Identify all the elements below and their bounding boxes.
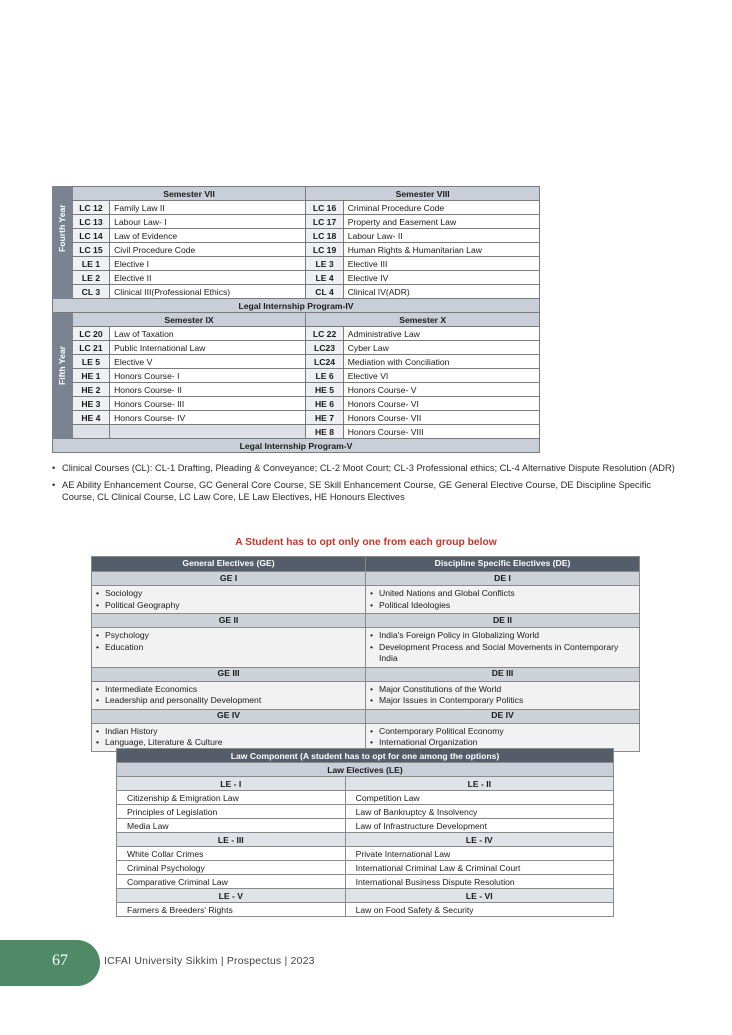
law-option: Law of Infrastructure Development	[345, 819, 613, 833]
course-name: Civil Procedure Code	[110, 243, 306, 257]
course-row	[53, 285, 540, 299]
de-group-label: DE II	[366, 614, 640, 628]
course-code: LC 12	[72, 201, 109, 215]
year-label-cell	[53, 313, 73, 439]
course-code: HE 3	[72, 397, 109, 411]
law-option: Competition Law	[345, 791, 613, 805]
electives-title: A Student has to opt only one from each group below	[235, 537, 497, 548]
course-code: HE 2	[72, 383, 109, 397]
law-option-row	[117, 875, 614, 889]
course-code: LC 19	[306, 243, 343, 257]
footer-tab	[0, 940, 100, 986]
year-label: Fourth Year	[57, 203, 67, 252]
option-item: • International Organization	[370, 737, 635, 749]
semester-title: Semester X	[306, 313, 540, 327]
course-code: HE 8	[306, 425, 343, 439]
course-row	[53, 425, 540, 439]
law-group-row	[117, 889, 614, 903]
course-code: LC 17	[306, 215, 343, 229]
course-code: LE 5	[72, 355, 109, 369]
option-item: • Education	[96, 642, 361, 654]
option-item: • United Nations and Global Conflicts	[370, 588, 635, 600]
law-option: Law on Food Safety & Security	[345, 903, 613, 917]
option-item: • Leadership and personality Development	[96, 695, 361, 707]
course-name: Family Law II	[110, 201, 306, 215]
elective-group-row	[92, 572, 640, 586]
law-group-label: LE - I	[117, 777, 346, 791]
course-code: LE 1	[72, 257, 109, 271]
course-code: LC 16	[306, 201, 343, 215]
year-label-cell	[53, 187, 73, 299]
law-option: Farmers & Breeders' Rights	[117, 903, 346, 917]
ge-group-label: GE III	[92, 667, 366, 681]
course-name: Law of Taxation	[110, 327, 306, 341]
course-code: HE 5	[306, 383, 343, 397]
course-code	[72, 425, 109, 439]
course-name: Human Rights & Humanitarian Law	[343, 243, 539, 257]
page-number: 67	[52, 952, 68, 969]
option-item: • India's Foreign Policy in Globalizing World	[370, 630, 635, 642]
course-name: Public International Law	[110, 341, 306, 355]
law-option: Criminal Psychology	[117, 861, 346, 875]
option-list	[370, 726, 635, 749]
course-name: Honors Course- VI	[343, 397, 539, 411]
law-group-row	[117, 777, 614, 791]
course-row	[53, 355, 540, 369]
law-group-label: LE - II	[345, 777, 613, 791]
law-group-label: LE - IV	[345, 833, 613, 847]
semester-header-row	[53, 313, 540, 327]
semester-header-row	[53, 187, 540, 201]
law-option-row	[117, 903, 614, 917]
ge-options	[92, 681, 366, 709]
de-options	[366, 586, 640, 614]
course-name: Labour Law- I	[110, 215, 306, 229]
law-option-row	[117, 805, 614, 819]
option-item: • Development Process and Social Movements in Contemporary India	[370, 642, 635, 665]
course-name: Elective IV	[343, 271, 539, 285]
course-row	[53, 257, 540, 271]
law-option: Media Law	[117, 819, 346, 833]
elective-group-row	[92, 709, 640, 723]
electives-header-row	[92, 557, 640, 572]
elective-items-row	[92, 628, 640, 668]
elective-group-row	[92, 614, 640, 628]
course-name: Elective II	[110, 271, 306, 285]
course-name: Labour Law- II	[343, 229, 539, 243]
law-group-label: LE - VI	[345, 889, 613, 903]
course-row	[53, 341, 540, 355]
course-code: LC 18	[306, 229, 343, 243]
option-item: • Major Constitutions of the World	[370, 684, 635, 696]
law-option: Citizenship & Emigration Law	[117, 791, 346, 805]
ge-group-label: GE II	[92, 614, 366, 628]
law-option: Law of Bankruptcy & Insolvency	[345, 805, 613, 819]
ge-options	[92, 628, 366, 668]
course-name	[110, 425, 306, 439]
course-name: Elective V	[110, 355, 306, 369]
course-code: LE 3	[306, 257, 343, 271]
law-option: White Collar Crimes	[117, 847, 346, 861]
internship-row	[53, 439, 540, 453]
course-code: LE 2	[72, 271, 109, 285]
note-abbreviations: • AE Ability Enhancement Course, GC General Core Course, SE Skill Enhancement Course, GE General Elective Course, DE Discipline Specific Course, CL Clinical Course, LC Law Core, LE Law Electives, HE Honours Electives	[52, 479, 682, 504]
course-code: LE 4	[306, 271, 343, 285]
de-options	[366, 723, 640, 751]
law-group-label: LE - V	[117, 889, 346, 903]
course-row	[53, 271, 540, 285]
law-subtitle: Law Electives (LE)	[117, 763, 614, 777]
note-clinical: • Clinical Courses (CL): CL-1 Drafting, Pleading & Conveyance; CL-2 Moot Court; CL-3 Professional ethics; CL-4 Alternative Dispute Resolution (ADR)	[52, 462, 682, 475]
option-list	[96, 630, 361, 653]
course-name: Honors Course- V	[343, 383, 539, 397]
law-option-row	[117, 861, 614, 875]
course-row	[53, 201, 540, 215]
course-code: CL 3	[72, 285, 109, 299]
course-name: Elective I	[110, 257, 306, 271]
de-header: Discipline Specific Electives (DE)	[366, 557, 640, 572]
elective-group-row	[92, 667, 640, 681]
course-code: HE 1	[72, 369, 109, 383]
course-name: Property and Easement Law	[343, 215, 539, 229]
course-code: HE 6	[306, 397, 343, 411]
law-option-row	[117, 819, 614, 833]
law-group-label: LE - III	[117, 833, 346, 847]
de-group-label: DE III	[366, 667, 640, 681]
option-list	[96, 726, 361, 749]
course-code: LC24	[306, 355, 343, 369]
law-option-row	[117, 847, 614, 861]
law-electives-table	[116, 748, 614, 917]
course-code: LC 15	[72, 243, 109, 257]
course-row	[53, 397, 540, 411]
de-group-label: DE I	[366, 572, 640, 586]
course-row	[53, 369, 540, 383]
option-list	[370, 630, 635, 665]
option-item: • Major Issues in Contemporary Politics	[370, 695, 635, 707]
course-code: LE 6	[306, 369, 343, 383]
course-name: Administrative Law	[343, 327, 539, 341]
option-list	[96, 588, 361, 611]
law-group-row	[117, 833, 614, 847]
law-option: Comparative Criminal Law	[117, 875, 346, 889]
course-name: Elective VI	[343, 369, 539, 383]
semester-title: Semester VIII	[306, 187, 540, 201]
footer-text: ICFAI University Sikkim | Prospectus | 2023	[104, 955, 315, 967]
course-code: LC 13	[72, 215, 109, 229]
course-row	[53, 243, 540, 257]
option-item: • Indian History	[96, 726, 361, 738]
course-name: Honors Course- II	[110, 383, 306, 397]
course-name: Cyber Law	[343, 341, 539, 355]
elective-items-row	[92, 723, 640, 751]
course-code: HE 7	[306, 411, 343, 425]
course-notes	[52, 462, 682, 508]
course-code: HE 4	[72, 411, 109, 425]
option-item: • Contemporary Political Economy	[370, 726, 635, 738]
ge-group-label: GE I	[92, 572, 366, 586]
course-name: Honors Course- VII	[343, 411, 539, 425]
course-code: LC 14	[72, 229, 109, 243]
option-item: • Psychology	[96, 630, 361, 642]
course-code: LC23	[306, 341, 343, 355]
course-code: LC 21	[72, 341, 109, 355]
course-code: LC 22	[306, 327, 343, 341]
course-name: Honors Course- IV	[110, 411, 306, 425]
ge-options	[92, 723, 366, 751]
semester-title: Semester VII	[72, 187, 306, 201]
option-item: • Language, Literature & Culture	[96, 737, 361, 749]
law-option: International Criminal Law & Criminal Court	[345, 861, 613, 875]
course-name: Clinical IV(ADR)	[343, 285, 539, 299]
law-subtitle-row	[117, 763, 614, 777]
de-options	[366, 628, 640, 668]
elective-items-row	[92, 681, 640, 709]
course-name: Law of Evidence	[110, 229, 306, 243]
internship-program: Legal Internship Program-IV	[53, 299, 540, 313]
course-name: Clinical III(Professional Ethics)	[110, 285, 306, 299]
course-row	[53, 229, 540, 243]
de-group-label: DE IV	[366, 709, 640, 723]
course-name: Criminal Procedure Code	[343, 201, 539, 215]
option-list	[370, 588, 635, 611]
internship-program: Legal Internship Program-V	[53, 439, 540, 453]
law-title: Law Component (A student has to opt for one among the options)	[117, 749, 614, 763]
course-row	[53, 383, 540, 397]
course-name: Honors Course- III	[110, 397, 306, 411]
electives-table	[91, 556, 640, 752]
law-option: Principles of Legislation	[117, 805, 346, 819]
course-row	[53, 327, 540, 341]
ge-group-label: GE IV	[92, 709, 366, 723]
option-item: • Intermediate Economics	[96, 684, 361, 696]
course-code: LC 20	[72, 327, 109, 341]
law-option: International Business Dispute Resolution	[345, 875, 613, 889]
year-label: Fifth Year	[57, 345, 67, 385]
course-name: Elective III	[343, 257, 539, 271]
option-item: • Political Ideologies	[370, 600, 635, 612]
option-list	[96, 684, 361, 707]
law-option: Private International Law	[345, 847, 613, 861]
ge-options	[92, 586, 366, 614]
semester-table	[52, 186, 540, 453]
de-options	[366, 681, 640, 709]
course-name: Mediation with Conciliation	[343, 355, 539, 369]
course-code: CL 4	[306, 285, 343, 299]
course-name: Honors Course- I	[110, 369, 306, 383]
internship-row	[53, 299, 540, 313]
law-option-row	[117, 791, 614, 805]
law-title-row	[117, 749, 614, 763]
option-item: • Sociology	[96, 588, 361, 600]
option-list	[370, 684, 635, 707]
elective-items-row	[92, 586, 640, 614]
course-name: Honors Course- VIII	[343, 425, 539, 439]
semester-title: Semester IX	[72, 313, 306, 327]
course-row	[53, 411, 540, 425]
ge-header: General Electives (GE)	[92, 557, 366, 572]
course-row	[53, 215, 540, 229]
option-item: • Political Geography	[96, 600, 361, 612]
